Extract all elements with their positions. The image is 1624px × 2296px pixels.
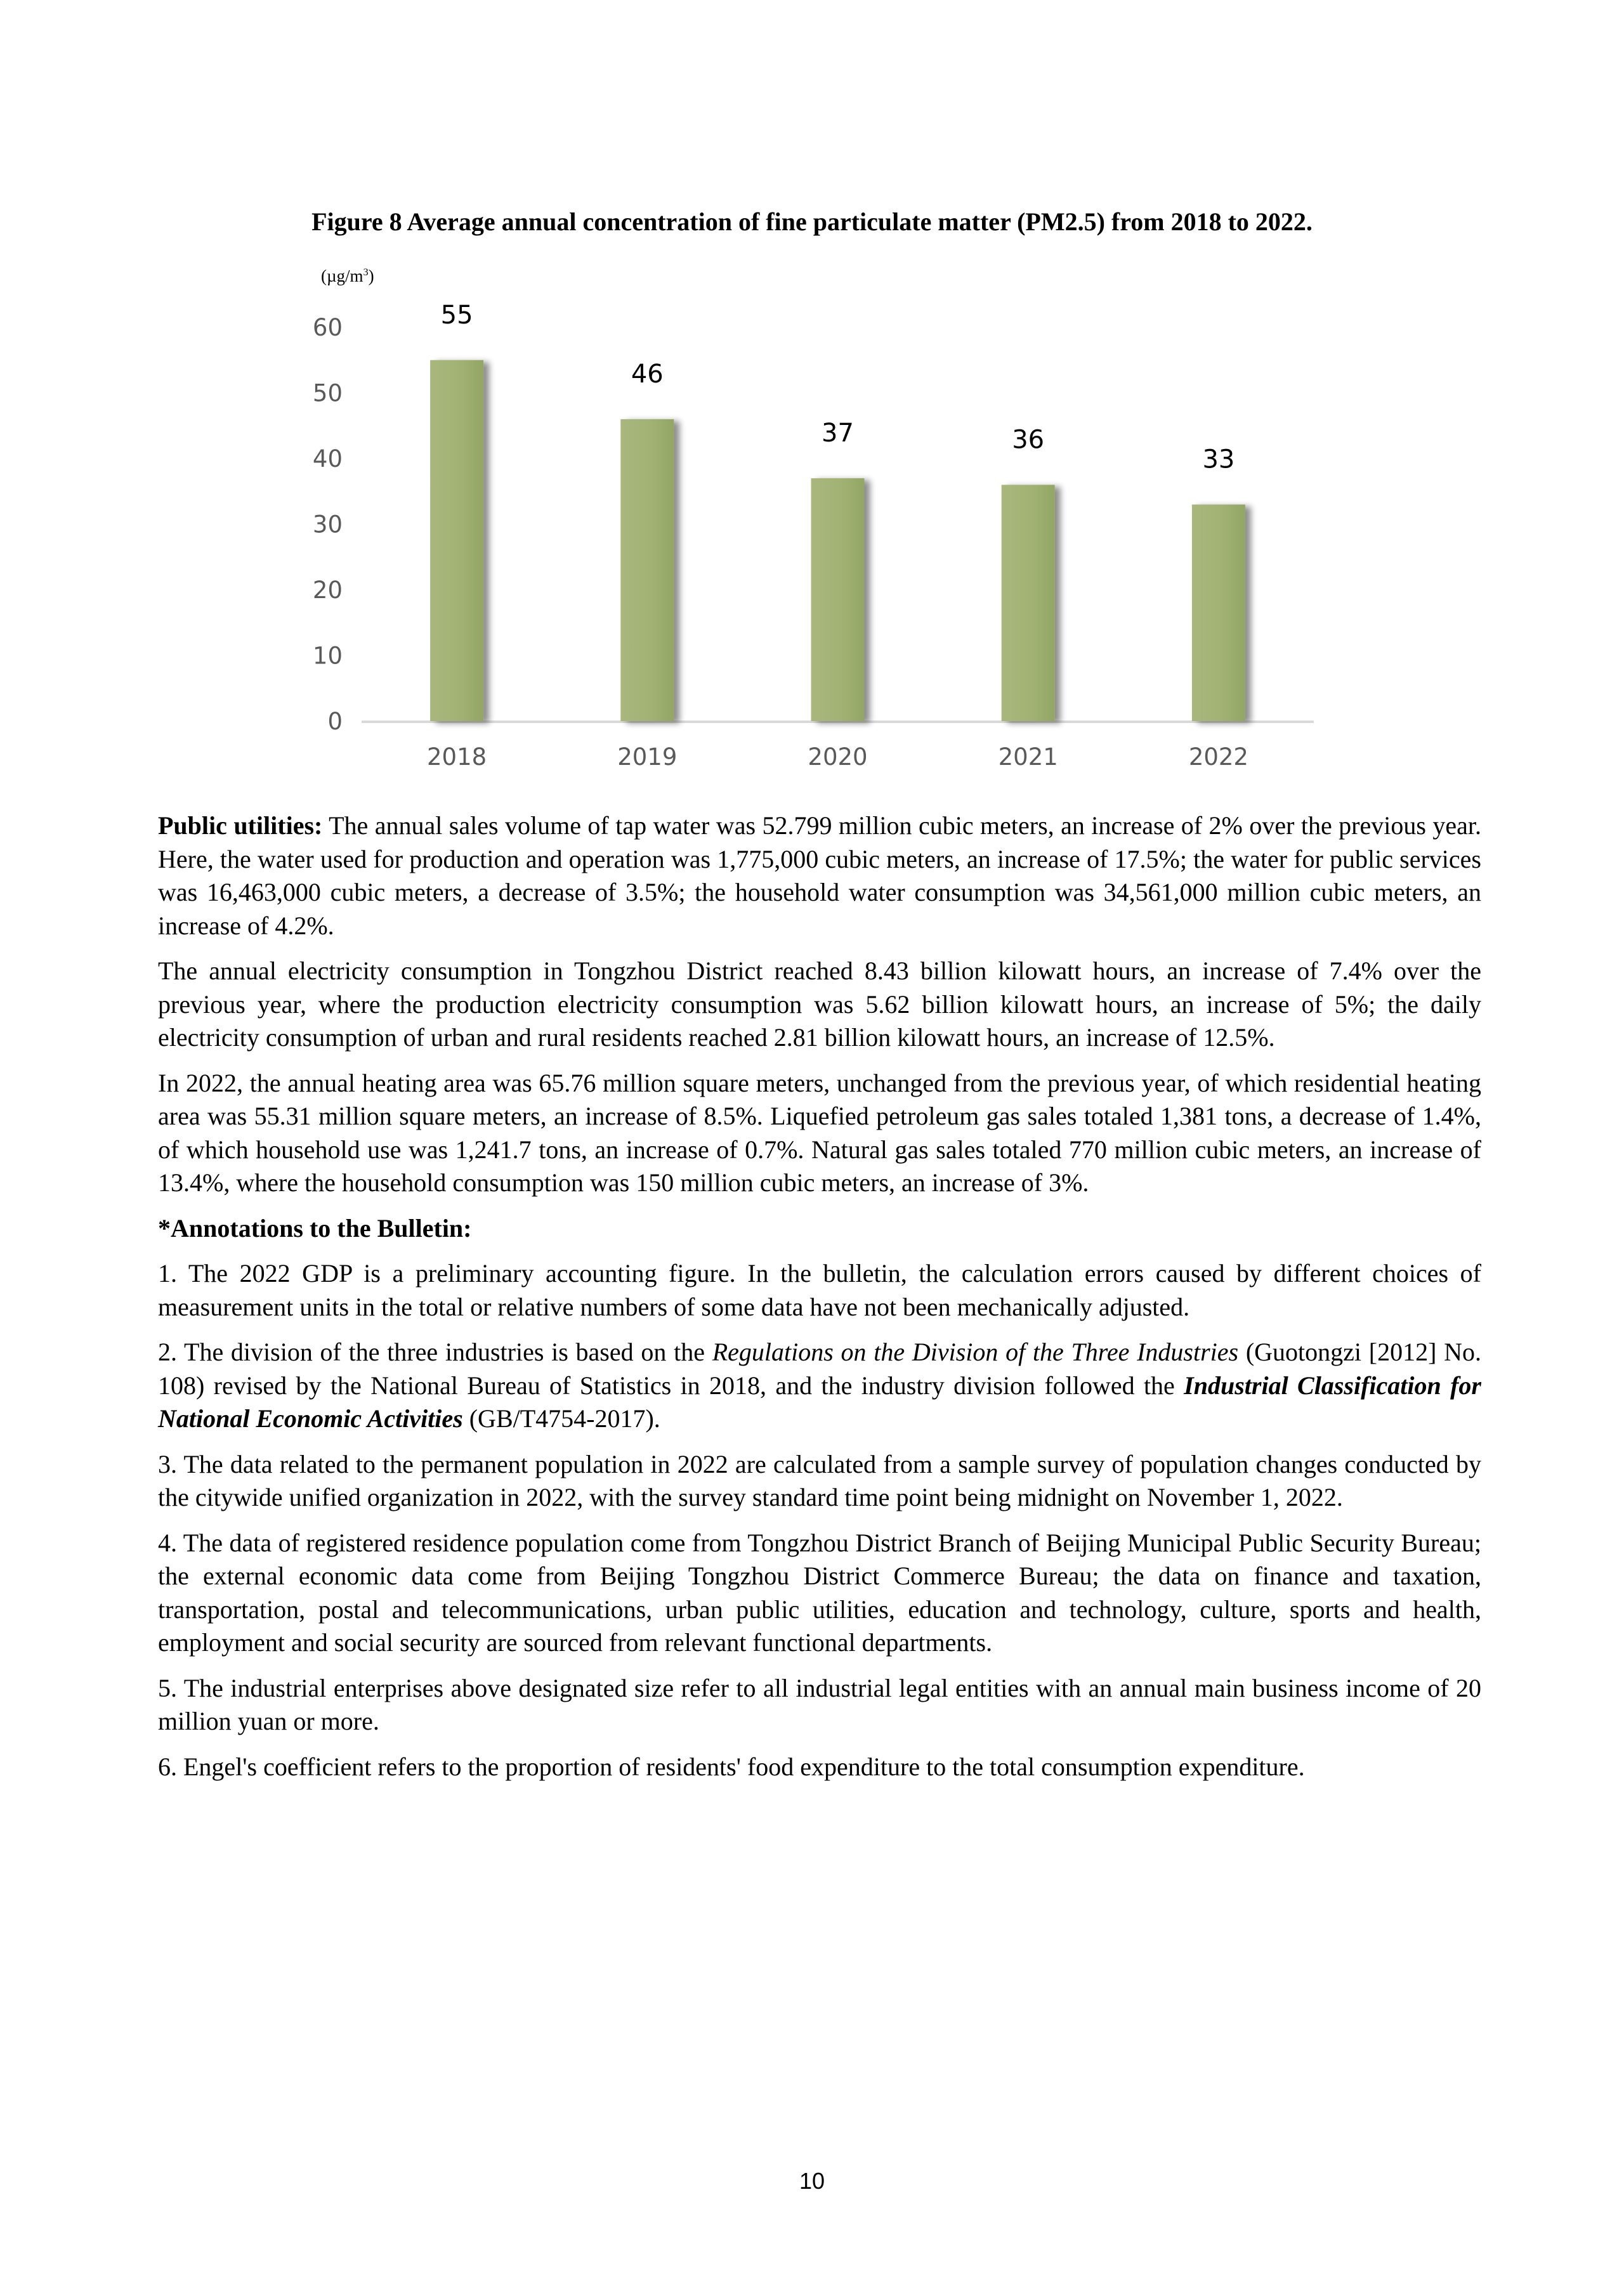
regulations-title: Regulations on the Division of the Three Industries <box>712 1338 1239 1366</box>
bar-2018 <box>430 360 483 721</box>
annotation-1: 1. The 2022 GDP is a preliminary accounting figure. In the bulletin, the calculation errors caused by different choices of measurement units in the total or relative numbers of some data have not been mechanically adjusted. <box>158 1259 1481 1321</box>
bar-2022 <box>1192 504 1245 721</box>
y-tick-label: 30 <box>312 511 343 538</box>
data-label: 46 <box>631 359 664 389</box>
page-number: 10 <box>799 2168 825 2194</box>
unit-text: (µg/m <box>321 266 363 285</box>
chart-svg <box>0 0 1624 799</box>
body-text <box>158 809 1481 1796</box>
public-utilities-heading: Public utilities: <box>158 811 323 840</box>
pm25-bar-chart <box>0 0 1624 799</box>
data-label: 55 <box>440 300 473 330</box>
figure-title: Figure 8 Average annual concentration of fine particulate matter (PM2.5) from 2018 to 2022. <box>311 207 1313 236</box>
x-tick-label: 2018 <box>427 743 487 771</box>
unit-close: ) <box>368 266 374 285</box>
bar-2019 <box>620 419 674 721</box>
x-tick-label: 2019 <box>617 743 678 771</box>
paragraph-public-utilities <box>158 809 1481 943</box>
data-label: 36 <box>1012 425 1045 455</box>
data-label: 33 <box>1202 445 1235 474</box>
y-tick-label: 40 <box>312 445 343 473</box>
annotation-5: 5. The industrial enterprises above designated size refer to all industrial legal entities with an annual main business income of 20 million yuan or more. <box>158 1673 1481 1735</box>
bar-2020 <box>811 478 865 721</box>
bar-2021 <box>1002 485 1055 721</box>
y-tick-label: 20 <box>312 577 343 604</box>
x-tick-label: 2022 <box>1188 743 1248 771</box>
x-tick-label: 2021 <box>998 743 1058 771</box>
y-tick-label: 60 <box>312 314 343 341</box>
annotations-heading-text: *Annotations to the Bulletin: <box>158 1213 472 1243</box>
annotations-heading <box>158 1212 1481 1246</box>
annotation-2-mid: (Guotongzi [2012] No. 108) revised by the National Bureau of Statistics in 2018, and the industry division followed the <box>158 1338 1482 1400</box>
annotation-2-start: 2. The division of the three industries is based on the <box>158 1338 712 1366</box>
data-label: 37 <box>822 419 854 448</box>
public-utilities-text: The annual sales volume of tap water was 52.799 million cubic meters, an increase of 2% over the previous year. Here, the water used for production and operation was 1,775,000 cubic meters, an increase of 17.5%; the water for public services was 16,463,000 cubic meters, a decrease of 3.5%; the household water consumption was 34,561,000 million cubic meters, an increase of 4.2%. <box>158 811 1481 940</box>
annotation-2-end: (GB/T4754-2017). <box>462 1404 660 1433</box>
y-tick-label: 10 <box>312 642 343 670</box>
annotation-3: 3. The data related to the permanent population in 2022 are calculated from a sample survey of population changes conducted by the citywide unified organization in 2022, with the survey standard time point being midnight on November 1, 2022. <box>158 1449 1481 1511</box>
annotation-6: 6. Engel's coefficient refers to the proportion of residents' food expenditure to the total consumption expenditure. <box>158 1752 1305 1781</box>
paragraph-heating-gas: In 2022, the annual heating area was 65.76 million square meters, unchanged from the previous year, of which residential heating area was 55.31 million square meters, an increase of 8.5%. Liquefied petroleum gas sales totaled 1,381 tons, a decrease of 1.4%, of which household use was 1,241.7 tons, an increase of 0.7%. Natural gas sales totaled 770 million cubic meters, an increase of 13.4%, where the household consumption was 150 million cubic meters, an increase of 3%. <box>158 1068 1481 1197</box>
y-tick-label: 0 <box>327 708 343 735</box>
paragraph-electricity: The annual electricity consumption in Tongzhou District reached 8.43 billion kilowatt hours, an increase of 7.4% over the previous year, where the production electricity consumption was 5.62 billion kilowatt hours, an increase of 5%; the daily electricity consumption of urban and rural residents reached 2.81 billion kilowatt hours, an increase of 12.5%. <box>158 956 1481 1052</box>
annotation-4: 4. The data of registered residence population come from Tongzhou District Branch of Beijing Municipal Public Security Bureau; the external economic data come from Beijing Tongzhou District Commerce Bureau; the data on finance and taxation, transportation, postal and telecommunications, urban public utilities, education and technology, culture, sports and health, employment and social security are sourced from relevant functional departments. <box>158 1528 1481 1657</box>
classification-title: Industrial Classification for National Economic Activities <box>158 1371 1481 1433</box>
annotation-2 <box>158 1336 1481 1436</box>
y-axis-unit-label <box>321 266 374 286</box>
y-tick-label: 50 <box>312 379 343 407</box>
unit-superscript: 3 <box>363 267 369 278</box>
x-tick-label: 2020 <box>808 743 868 771</box>
